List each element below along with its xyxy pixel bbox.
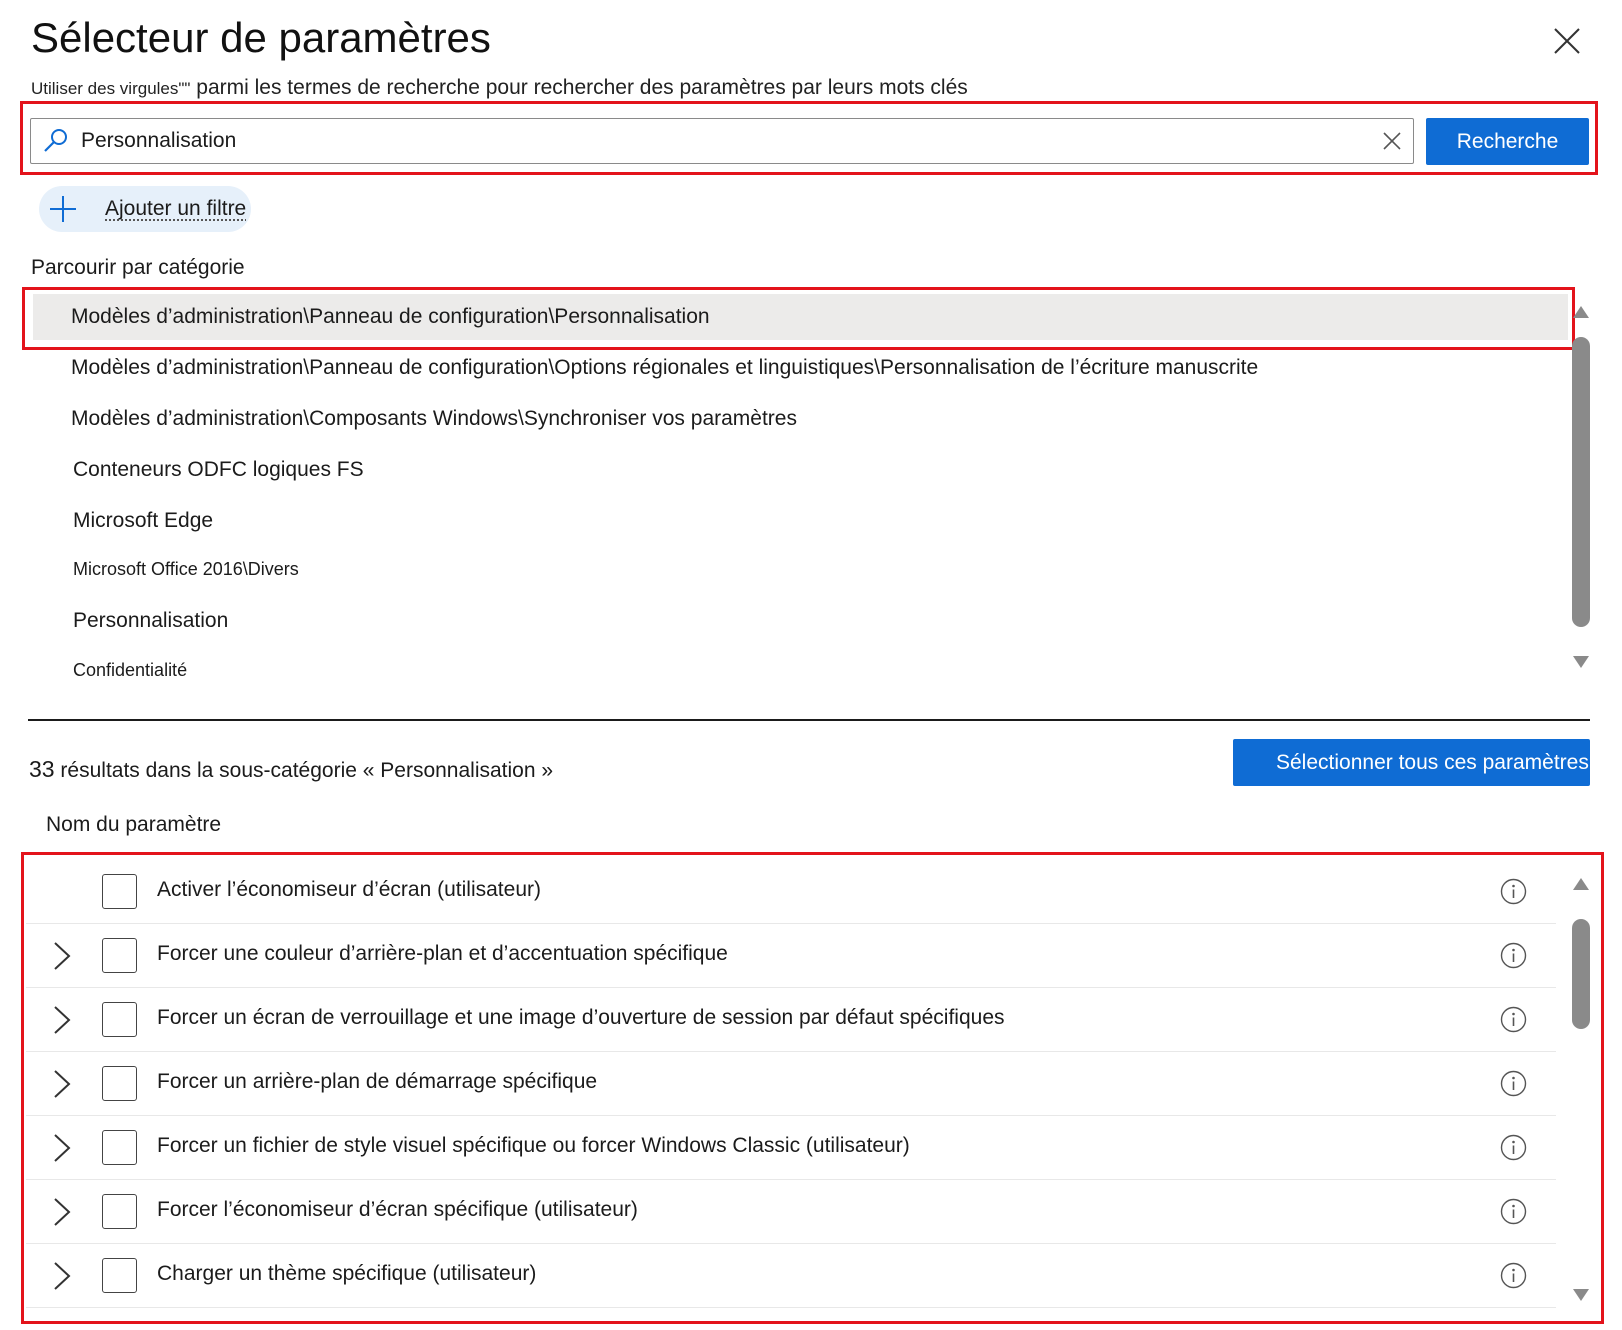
category-item-label: Modèles d’administration\Panneau de configuration\Personnalisation <box>71 305 710 328</box>
results-count-text: résultats dans la sous-catégorie « Personnalisation » <box>54 759 554 782</box>
category-item[interactable] <box>33 546 1568 592</box>
setting-name: Forcer un arrière-plan de démarrage spécifique <box>157 1070 598 1093</box>
category-item-label: Modèles d’administration\Composants Windows\Synchroniser vos paramètres <box>71 407 797 430</box>
search-button[interactable]: Recherche <box>1426 118 1589 165</box>
setting-name-column-header: Nom du paramètre <box>46 813 222 836</box>
search-hint <box>31 76 968 100</box>
category-item-label: Conteneurs ODFC logiques FS <box>73 458 364 481</box>
category-scrollbar-thumb[interactable] <box>1572 337 1590 627</box>
setting-name: Forcer l’économiseur d’écran spécifique (utilisateur) <box>157 1198 638 1221</box>
search-icon <box>41 126 71 156</box>
search-input[interactable] <box>81 125 1341 157</box>
category-item-label: Microsoft Edge <box>73 509 214 532</box>
section-divider <box>28 719 1590 721</box>
settings-highlight-box <box>21 852 1604 1324</box>
setting-name: Forcer un écran de verrouillage et une image d’ouverture de session par défaut spécifiques <box>157 1006 1005 1029</box>
category-item[interactable] <box>33 345 1568 391</box>
category-item[interactable] <box>33 396 1568 442</box>
results-count-number: 33 <box>29 756 55 782</box>
plus-icon <box>49 195 77 223</box>
add-filter-label: Ajouter un filtre <box>105 197 247 220</box>
setting-name: Activer l’économiseur d’écran (utilisateur) <box>157 878 541 901</box>
search-hint-text: parmi les termes de recherche pour rechercher des paramètres par leurs mots clés <box>190 76 968 99</box>
close-button[interactable] <box>1544 18 1590 64</box>
category-item-label: Confidentialité <box>73 659 188 680</box>
results-count <box>29 756 553 783</box>
close-icon <box>1553 27 1581 55</box>
dialog-title: Sélecteur de paramètres <box>31 14 491 61</box>
add-filter-button[interactable] <box>39 186 251 232</box>
category-item-label: Microsoft Office 2016\Divers <box>73 558 299 579</box>
category-scroll-down-icon[interactable] <box>1572 655 1590 669</box>
category-scroll-up-icon[interactable] <box>1572 305 1590 319</box>
setting-name: Forcer un fichier de style visuel spécifique ou forcer Windows Classic (utilisateur) <box>157 1134 910 1157</box>
browse-category-label: Parcourir par catégorie <box>31 256 245 279</box>
clear-search-icon[interactable] <box>1379 128 1405 154</box>
category-item-label: Personnalisation <box>73 609 229 632</box>
search-hint-prefix: Utiliser des virgules"" <box>31 79 191 98</box>
category-highlight-box <box>22 287 1575 350</box>
select-all-settings-button[interactable]: Sélectionner tous ces paramètres <box>1233 739 1590 786</box>
setting-name: Charger un thème spécifique (utilisateur) <box>157 1262 537 1285</box>
category-list <box>33 294 1568 694</box>
category-item[interactable] <box>33 447 1568 493</box>
search-box[interactable] <box>30 118 1414 164</box>
category-item[interactable] <box>33 498 1568 544</box>
category-item[interactable] <box>33 647 1568 693</box>
category-item[interactable] <box>33 598 1568 644</box>
category-item-label: Modèles d’administration\Panneau de configuration\Options régionales et linguistiques\Personnalisation de l’écriture manuscrite <box>71 356 1259 379</box>
setting-name: Forcer une couleur d’arrière-plan et d’accentuation spécifique <box>157 942 728 965</box>
